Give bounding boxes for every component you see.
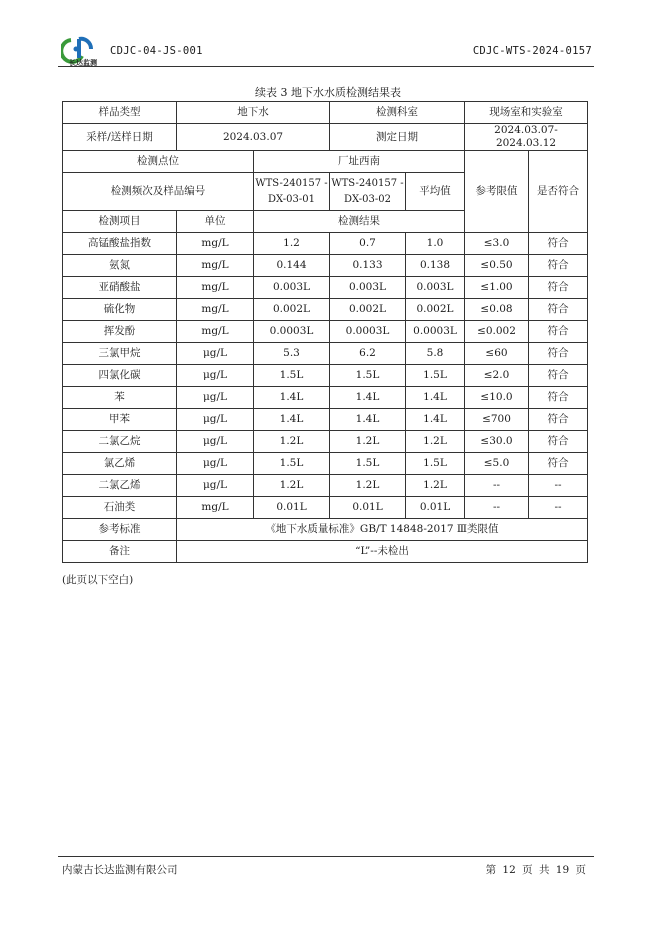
- test-date-value: 2024.03.07-2024.03.12: [465, 124, 588, 151]
- table-row: [63, 277, 588, 299]
- conformity: --: [529, 475, 588, 497]
- ref-limit: ≤3.0: [465, 233, 529, 255]
- result-1: 1.4L: [254, 409, 330, 431]
- unit: μg/L: [177, 453, 254, 475]
- ref-limit: ≤60: [465, 343, 529, 365]
- ref-limit: --: [465, 497, 529, 519]
- result-1: 1.2L: [254, 475, 330, 497]
- sample-id-1: WTS-240157 -DX-03-01: [254, 173, 330, 211]
- company-name: 内蒙古长达监测有限公司: [62, 864, 178, 876]
- info-row-1: [63, 102, 588, 124]
- table-row: [63, 255, 588, 277]
- result-1: 0.003L: [254, 277, 330, 299]
- ref-limit: ≤1.00: [465, 277, 529, 299]
- ref-limit: ≤0.50: [465, 255, 529, 277]
- result-1: 0.002L: [254, 299, 330, 321]
- result-2: 1.5L: [330, 365, 406, 387]
- ref-limit: ≤0.08: [465, 299, 529, 321]
- result-2: 0.002L: [330, 299, 406, 321]
- remark-value: “L”--未检出: [177, 541, 588, 563]
- result-2: 1.2L: [330, 431, 406, 453]
- sampling-date-value: 2024.03.07: [177, 124, 330, 151]
- item-name: 硫化物: [63, 299, 177, 321]
- table-caption: 续表 3 地下水水质检测结果表: [255, 86, 401, 99]
- unit: μg/L: [177, 431, 254, 453]
- result-1: 0.0003L: [254, 321, 330, 343]
- item-name: 高锰酸盐指数: [63, 233, 177, 255]
- result-1: 5.3: [254, 343, 330, 365]
- item-name: 苯: [63, 387, 177, 409]
- table-row: [63, 299, 588, 321]
- item-header: 检测项目: [63, 211, 177, 233]
- result-1: 1.4L: [254, 387, 330, 409]
- unit: mg/L: [177, 299, 254, 321]
- unit: mg/L: [177, 497, 254, 519]
- item-name: 三氯甲烷: [63, 343, 177, 365]
- unit: μg/L: [177, 343, 254, 365]
- item-name: 挥发酚: [63, 321, 177, 343]
- average: 0.002L: [406, 299, 465, 321]
- average: 1.2L: [406, 475, 465, 497]
- item-name: 甲苯: [63, 409, 177, 431]
- result-1: 1.2L: [254, 431, 330, 453]
- result-2: 0.133: [330, 255, 406, 277]
- result-2: 6.2: [330, 343, 406, 365]
- logo-text: 长达监测: [69, 59, 97, 67]
- conformity: 符合: [529, 299, 588, 321]
- result-2: 1.2L: [330, 475, 406, 497]
- table-row: [63, 233, 588, 255]
- table-row: [63, 431, 588, 453]
- sample-type-value: 地下水: [177, 102, 330, 124]
- item-name: 石油类: [63, 497, 177, 519]
- table-row: [63, 365, 588, 387]
- ref-limit-header: 参考限值: [465, 151, 529, 233]
- unit: mg/L: [177, 277, 254, 299]
- average: 1.4L: [406, 409, 465, 431]
- remark-label: 备注: [63, 541, 177, 563]
- lab-value: 现场室和实验室: [465, 102, 588, 124]
- result-1: 0.144: [254, 255, 330, 277]
- unit: mg/L: [177, 233, 254, 255]
- average-header: 平均值: [406, 173, 465, 211]
- conformity: 符合: [529, 387, 588, 409]
- result-header: 检测结果: [254, 211, 465, 233]
- table-row: [63, 409, 588, 431]
- average: 5.8: [406, 343, 465, 365]
- ref-limit: ≤5.0: [465, 453, 529, 475]
- site-value: 厂址西南: [254, 151, 465, 173]
- unit: μg/L: [177, 409, 254, 431]
- unit: μg/L: [177, 475, 254, 497]
- site-row: [63, 151, 588, 173]
- header-divider: [58, 66, 594, 67]
- item-name: 二氯乙烯: [63, 475, 177, 497]
- result-2: 0.7: [330, 233, 406, 255]
- unit: μg/L: [177, 387, 254, 409]
- average: 1.2L: [406, 431, 465, 453]
- conformity: 符合: [529, 453, 588, 475]
- page-number: 第 12 页 共 19 页: [485, 864, 586, 876]
- average: 1.4L: [406, 387, 465, 409]
- average: 0.003L: [406, 277, 465, 299]
- unit-header: 单位: [177, 211, 254, 233]
- results-table: [62, 101, 588, 563]
- result-2: 1.4L: [330, 387, 406, 409]
- result-2: 0.01L: [330, 497, 406, 519]
- table-row: [63, 387, 588, 409]
- conformity: 符合: [529, 431, 588, 453]
- table-row: [63, 475, 588, 497]
- remark-row: [63, 541, 588, 563]
- conformity: 符合: [529, 255, 588, 277]
- item-name: 二氯乙烷: [63, 431, 177, 453]
- unit: μg/L: [177, 365, 254, 387]
- average: 1.0: [406, 233, 465, 255]
- lab-label: 检测科室: [330, 102, 465, 124]
- footer-divider: [58, 856, 594, 857]
- average: 1.5L: [406, 365, 465, 387]
- item-name: 氯乙烯: [63, 453, 177, 475]
- ref-limit: ≤2.0: [465, 365, 529, 387]
- table-row: [63, 453, 588, 475]
- table-row: [63, 497, 588, 519]
- result-2: 1.5L: [330, 453, 406, 475]
- ref-limit: ≤700: [465, 409, 529, 431]
- item-name: 四氯化碳: [63, 365, 177, 387]
- result-1: 1.5L: [254, 453, 330, 475]
- sampling-date-label: 采样/送样日期: [63, 124, 177, 151]
- average: 0.138: [406, 255, 465, 277]
- item-name: 亚硝酸盐: [63, 277, 177, 299]
- ref-limit: ≤30.0: [465, 431, 529, 453]
- average: 0.0003L: [406, 321, 465, 343]
- report-code: CDJC-WTS-2024-0157: [472, 45, 592, 57]
- average: 0.01L: [406, 497, 465, 519]
- average: 1.5L: [406, 453, 465, 475]
- table-row: [63, 343, 588, 365]
- conformity: --: [529, 497, 588, 519]
- ref-limit: --: [465, 475, 529, 497]
- result-2: 0.003L: [330, 277, 406, 299]
- freq-label: 检测频次及样品编号: [63, 173, 254, 211]
- conformity: 符合: [529, 409, 588, 431]
- conformity: 符合: [529, 277, 588, 299]
- standard-value: 《地下水质量标准》GB/T 14848-2017 Ⅲ类限值: [177, 519, 588, 541]
- site-label: 检测点位: [63, 151, 254, 173]
- result-1: 0.01L: [254, 497, 330, 519]
- unit: mg/L: [177, 321, 254, 343]
- conformity: 符合: [529, 343, 588, 365]
- table-row: [63, 321, 588, 343]
- conformity: 符合: [529, 321, 588, 343]
- conformity: 符合: [529, 365, 588, 387]
- result-1: 1.5L: [254, 365, 330, 387]
- result-1: 1.2: [254, 233, 330, 255]
- sample-type-label: 样品类型: [63, 102, 177, 124]
- ref-limit: ≤10.0: [465, 387, 529, 409]
- result-2: 1.4L: [330, 409, 406, 431]
- doc-code: CDJC-04-JS-001: [110, 45, 203, 57]
- sample-id-2: WTS-240157 -DX-03-02: [330, 173, 406, 211]
- conformity: 符合: [529, 233, 588, 255]
- test-date-label: 测定日期: [330, 124, 465, 151]
- blank-page-note: (此页以下空白): [62, 574, 134, 586]
- conform-header: 是否符合: [529, 151, 588, 233]
- unit: mg/L: [177, 255, 254, 277]
- standard-row: [63, 519, 588, 541]
- ref-limit: ≤0.002: [465, 321, 529, 343]
- item-name: 氨氮: [63, 255, 177, 277]
- result-2: 0.0003L: [330, 321, 406, 343]
- info-row-2: [63, 124, 588, 151]
- standard-label: 参考标准: [63, 519, 177, 541]
